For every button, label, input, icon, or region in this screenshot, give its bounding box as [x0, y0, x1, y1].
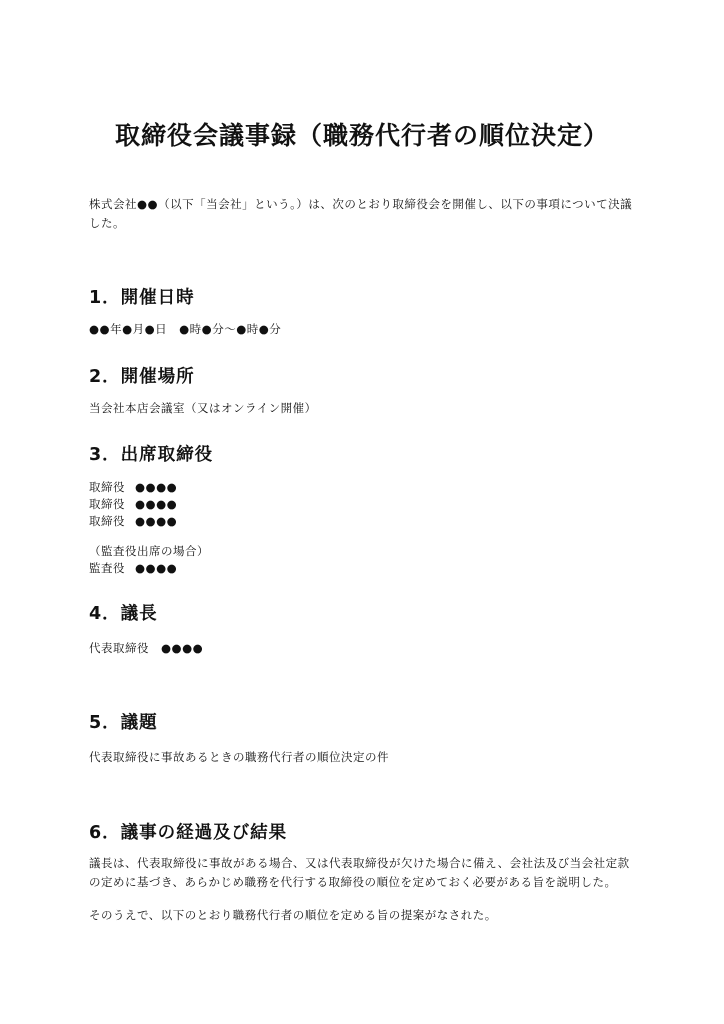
- auditor-note: （監査役出席の場合）: [89, 544, 209, 558]
- attendee-role: 取締役: [89, 514, 125, 528]
- auditor-role: 監査役: [89, 561, 125, 575]
- auditor-row: [89, 560, 177, 576]
- meeting-datetime: ●●年●月●日 ●時●分～●時●分: [89, 322, 282, 336]
- proposal-paragraph: そのうえで、以下のとおり職務代行者の順位を定める旨の提案がなされた。: [89, 908, 497, 922]
- chair-row: [89, 640, 203, 656]
- proceedings-paragraph: 議長は、代表取締役に事故がある場合、又は代表取締役が欠けた場合に備え、会社法及び当会社定款の定めに基づき、あらかじめ職務を代行する取締役の順位を定めておく必要がある旨を説明した。: [89, 856, 630, 889]
- document-title: 取締役会議事録（職務代行者の順位決定）: [114, 121, 609, 150]
- chair-name: ●●●●: [161, 641, 204, 655]
- attendee-row: [89, 479, 177, 495]
- attendee-name: ●●●●: [135, 480, 178, 494]
- chair-role: 代表取締役: [89, 641, 149, 655]
- attendee-name: ●●●●: [135, 514, 178, 528]
- attendee-role: 取締役: [89, 480, 125, 494]
- section-heading-attendees: 3．出席取締役: [89, 445, 214, 465]
- auditor-name: ●●●●: [135, 561, 178, 575]
- intro-paragraph: 株式会社●●（以下「当会社」という。）は、次のとおり取締役会を開催し、以下の事項について決議した。: [89, 197, 633, 230]
- section-heading-chair: 4．議長: [89, 604, 158, 624]
- attendee-name: ●●●●: [135, 497, 178, 511]
- section-heading-venue: 2．開催場所: [89, 367, 195, 387]
- meeting-venue: 当会社本店会議室（又はオンライン開催）: [89, 401, 317, 415]
- section-heading-agenda: 5．議題: [89, 713, 158, 733]
- section-heading-datetime: 1．開催日時: [89, 288, 195, 308]
- attendee-role: 取締役: [89, 497, 125, 511]
- agenda-item: 代表取締役に事故あるときの職務代行者の順位決定の件: [89, 750, 389, 764]
- attendee-row: [89, 496, 177, 512]
- attendee-row: [89, 513, 177, 529]
- section-heading-proceedings: 6．議事の経過及び結果: [89, 823, 288, 843]
